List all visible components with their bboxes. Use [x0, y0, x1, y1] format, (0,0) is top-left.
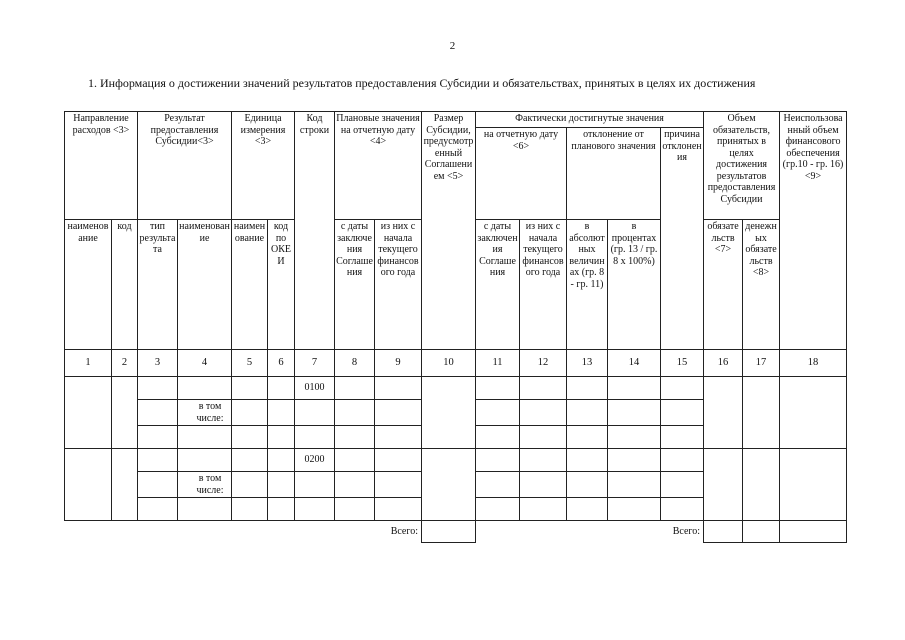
cell-empty[interactable]	[335, 377, 375, 400]
header-res-name: наименование	[178, 220, 232, 350]
cell-empty[interactable]	[375, 449, 422, 472]
total-subsidy-cell[interactable]	[422, 521, 476, 543]
cell-empty[interactable]	[335, 400, 375, 426]
total-obligations-cell[interactable]	[704, 521, 743, 543]
col-num: 3	[138, 350, 178, 377]
col-num: 5	[232, 350, 268, 377]
cell-empty[interactable]	[268, 498, 295, 521]
cell-empty[interactable]	[476, 377, 520, 400]
cell-empty[interactable]	[567, 498, 608, 521]
header-unit-name: наименование	[232, 220, 268, 350]
cell-empty[interactable]	[335, 426, 375, 449]
col-num: 12	[520, 350, 567, 377]
col-num: 17	[743, 350, 780, 377]
cell-empty[interactable]	[520, 400, 567, 426]
cell-empty[interactable]	[295, 498, 335, 521]
header-unit-okei: код по ОКЕИ	[268, 220, 295, 350]
header-result: Результат предоставления Субсидии<3>	[138, 112, 232, 220]
col-num: 6	[268, 350, 295, 377]
col-num: 4	[178, 350, 232, 377]
header-dir-code: код	[112, 220, 138, 350]
cell-empty[interactable]	[112, 377, 138, 449]
section-title: 1. Информация о достижении значений результатов предоставления Субсидии и обязательствах, принятых в целях их достижения	[88, 76, 756, 90]
cell-empty[interactable]	[743, 449, 780, 521]
table-row	[65, 449, 847, 472]
cell-empty[interactable]	[567, 377, 608, 400]
cell-empty[interactable]	[567, 426, 608, 449]
report-table	[64, 111, 847, 543]
row-code-0200: 0200	[295, 449, 335, 472]
header-deviation: отклонение от планового значения	[567, 128, 661, 220]
cell-empty[interactable]	[661, 426, 704, 449]
header-planned: Плановые значения на отчетную дату <4>	[335, 112, 422, 220]
header-actual-on-date: на отчетную дату <6>	[476, 128, 567, 220]
cell-empty[interactable]	[138, 377, 178, 400]
cell-empty[interactable]	[375, 426, 422, 449]
header-plan-current-year: из них с начала текущего финансового года	[375, 220, 422, 350]
cell-empty[interactable]	[704, 377, 743, 449]
cell-empty[interactable]	[268, 426, 295, 449]
cell-empty[interactable]	[65, 449, 112, 521]
cell-empty[interactable]	[295, 400, 335, 426]
header-actual: Фактически достигнутые значения	[476, 112, 704, 128]
row-code-0100: 0100	[295, 377, 335, 400]
cell-empty[interactable]	[375, 498, 422, 521]
cell-empty[interactable]	[608, 449, 661, 472]
cell-empty[interactable]	[704, 449, 743, 521]
header-act-from-date: с даты заключения Соглашения	[476, 220, 520, 350]
cell-empty[interactable]	[608, 400, 661, 426]
cell-empty[interactable]	[65, 377, 112, 449]
cell-empty[interactable]	[476, 426, 520, 449]
cell-empty[interactable]	[780, 449, 847, 521]
col-num: 9	[375, 350, 422, 377]
cell-empty[interactable]	[520, 449, 567, 472]
cell-empty[interactable]	[375, 377, 422, 400]
header-obl-monetary: денежных обязательств <8>	[743, 220, 780, 350]
cell-empty[interactable]	[178, 498, 232, 521]
cell-empty[interactable]	[138, 472, 178, 498]
cell-empty[interactable]	[476, 449, 520, 472]
cell-empty[interactable]	[661, 472, 704, 498]
cell-empty[interactable]	[476, 400, 520, 426]
cell-empty[interactable]	[520, 377, 567, 400]
cell-empty[interactable]	[661, 449, 704, 472]
col-num: 15	[661, 350, 704, 377]
cell-empty[interactable]	[178, 426, 232, 449]
cell-empty[interactable]	[268, 449, 295, 472]
cell-empty[interactable]	[520, 498, 567, 521]
cell-empty[interactable]	[138, 426, 178, 449]
cell-empty[interactable]	[661, 377, 704, 400]
header-act-current-year: из них с начала текущего финансового года	[520, 220, 567, 350]
col-num: 8	[335, 350, 375, 377]
cell-empty[interactable]	[422, 449, 476, 521]
cell-empty[interactable]	[567, 472, 608, 498]
page-number: 2	[449, 40, 456, 52]
cell-empty[interactable]	[232, 400, 268, 426]
cell-empty[interactable]	[567, 400, 608, 426]
cell-empty[interactable]	[608, 498, 661, 521]
cell-empty[interactable]	[375, 400, 422, 426]
cell-empty[interactable]	[178, 449, 232, 472]
in-total-label: в том числе:	[178, 400, 232, 426]
cell-empty[interactable]	[567, 449, 608, 472]
cell-empty[interactable]	[268, 472, 295, 498]
header-row-code: Код строки	[295, 112, 335, 350]
header-unit: Единица измерения <3>	[232, 112, 295, 220]
cell-empty[interactable]	[608, 472, 661, 498]
cell-empty[interactable]	[112, 449, 138, 521]
total-unused-cell[interactable]	[780, 521, 847, 543]
header-obl-commitments: обязательств <7>	[704, 220, 743, 350]
cell-empty[interactable]	[178, 377, 232, 400]
cell-empty[interactable]	[268, 377, 295, 400]
col-num: 16	[704, 350, 743, 377]
total-label: Всего:	[390, 526, 418, 537]
cell-empty[interactable]	[476, 498, 520, 521]
header-unused: Неиспользованный объем финансового обеспечения (гр.10 - гр. 16) <9>	[780, 112, 847, 350]
col-num: 1	[65, 350, 112, 377]
header-dev-absolute: в абсолютных величинах (гр. 8 - гр. 11)	[567, 220, 608, 350]
cell-empty[interactable]	[422, 377, 476, 449]
cell-empty[interactable]	[232, 498, 268, 521]
cell-empty[interactable]	[375, 472, 422, 498]
cell-empty[interactable]	[608, 377, 661, 400]
header-direction: Направление расходов <3>	[65, 112, 138, 220]
total-monetary-cell[interactable]	[743, 521, 780, 543]
col-num: 7	[295, 350, 335, 377]
header-plan-from-date: с даты заключения Соглашения	[335, 220, 375, 350]
cell-empty[interactable]	[335, 449, 375, 472]
header-subsidy-size: Размер Субсидии, предусмотренный Соглашением <5>	[422, 112, 476, 350]
cell-empty[interactable]	[520, 472, 567, 498]
cell-empty[interactable]	[520, 426, 567, 449]
header-obligations: Объем обязательств, принятых в целях достижения результатов предоставления Субсидии	[704, 112, 780, 220]
cell-empty[interactable]	[661, 400, 704, 426]
col-num: 2	[112, 350, 138, 377]
cell-empty[interactable]	[743, 377, 780, 449]
cell-empty[interactable]	[335, 472, 375, 498]
header-dir-name: наименование	[65, 220, 112, 350]
cell-empty[interactable]	[232, 377, 268, 400]
cell-empty[interactable]	[138, 498, 178, 521]
col-num: 14	[608, 350, 661, 377]
cell-empty[interactable]	[138, 400, 178, 426]
header-dev-percent: в процентах (гр. 13 / гр. 8 х 100%)	[608, 220, 661, 350]
header-reason: причина отклонения	[661, 128, 704, 350]
cell-empty[interactable]	[608, 426, 661, 449]
cell-empty[interactable]	[268, 400, 295, 426]
col-num: 13	[567, 350, 608, 377]
totals-row	[65, 521, 847, 543]
header-res-type: тип результата	[138, 220, 178, 350]
table-row	[65, 377, 847, 400]
cell-empty[interactable]	[295, 472, 335, 498]
cell-empty[interactable]	[295, 426, 335, 449]
cell-empty[interactable]	[232, 472, 268, 498]
cell-empty[interactable]	[476, 472, 520, 498]
cell-empty[interactable]	[232, 426, 268, 449]
cell-empty[interactable]	[335, 498, 375, 521]
cell-empty[interactable]	[661, 498, 704, 521]
cell-empty[interactable]	[780, 377, 847, 449]
cell-empty[interactable]	[232, 449, 268, 472]
total-label: Всего:	[672, 526, 701, 537]
in-total-label: в том числе:	[178, 472, 232, 498]
col-num: 10	[422, 350, 476, 377]
cell-empty[interactable]	[138, 449, 178, 472]
col-num: 11	[476, 350, 520, 377]
col-num: 18	[780, 350, 847, 377]
